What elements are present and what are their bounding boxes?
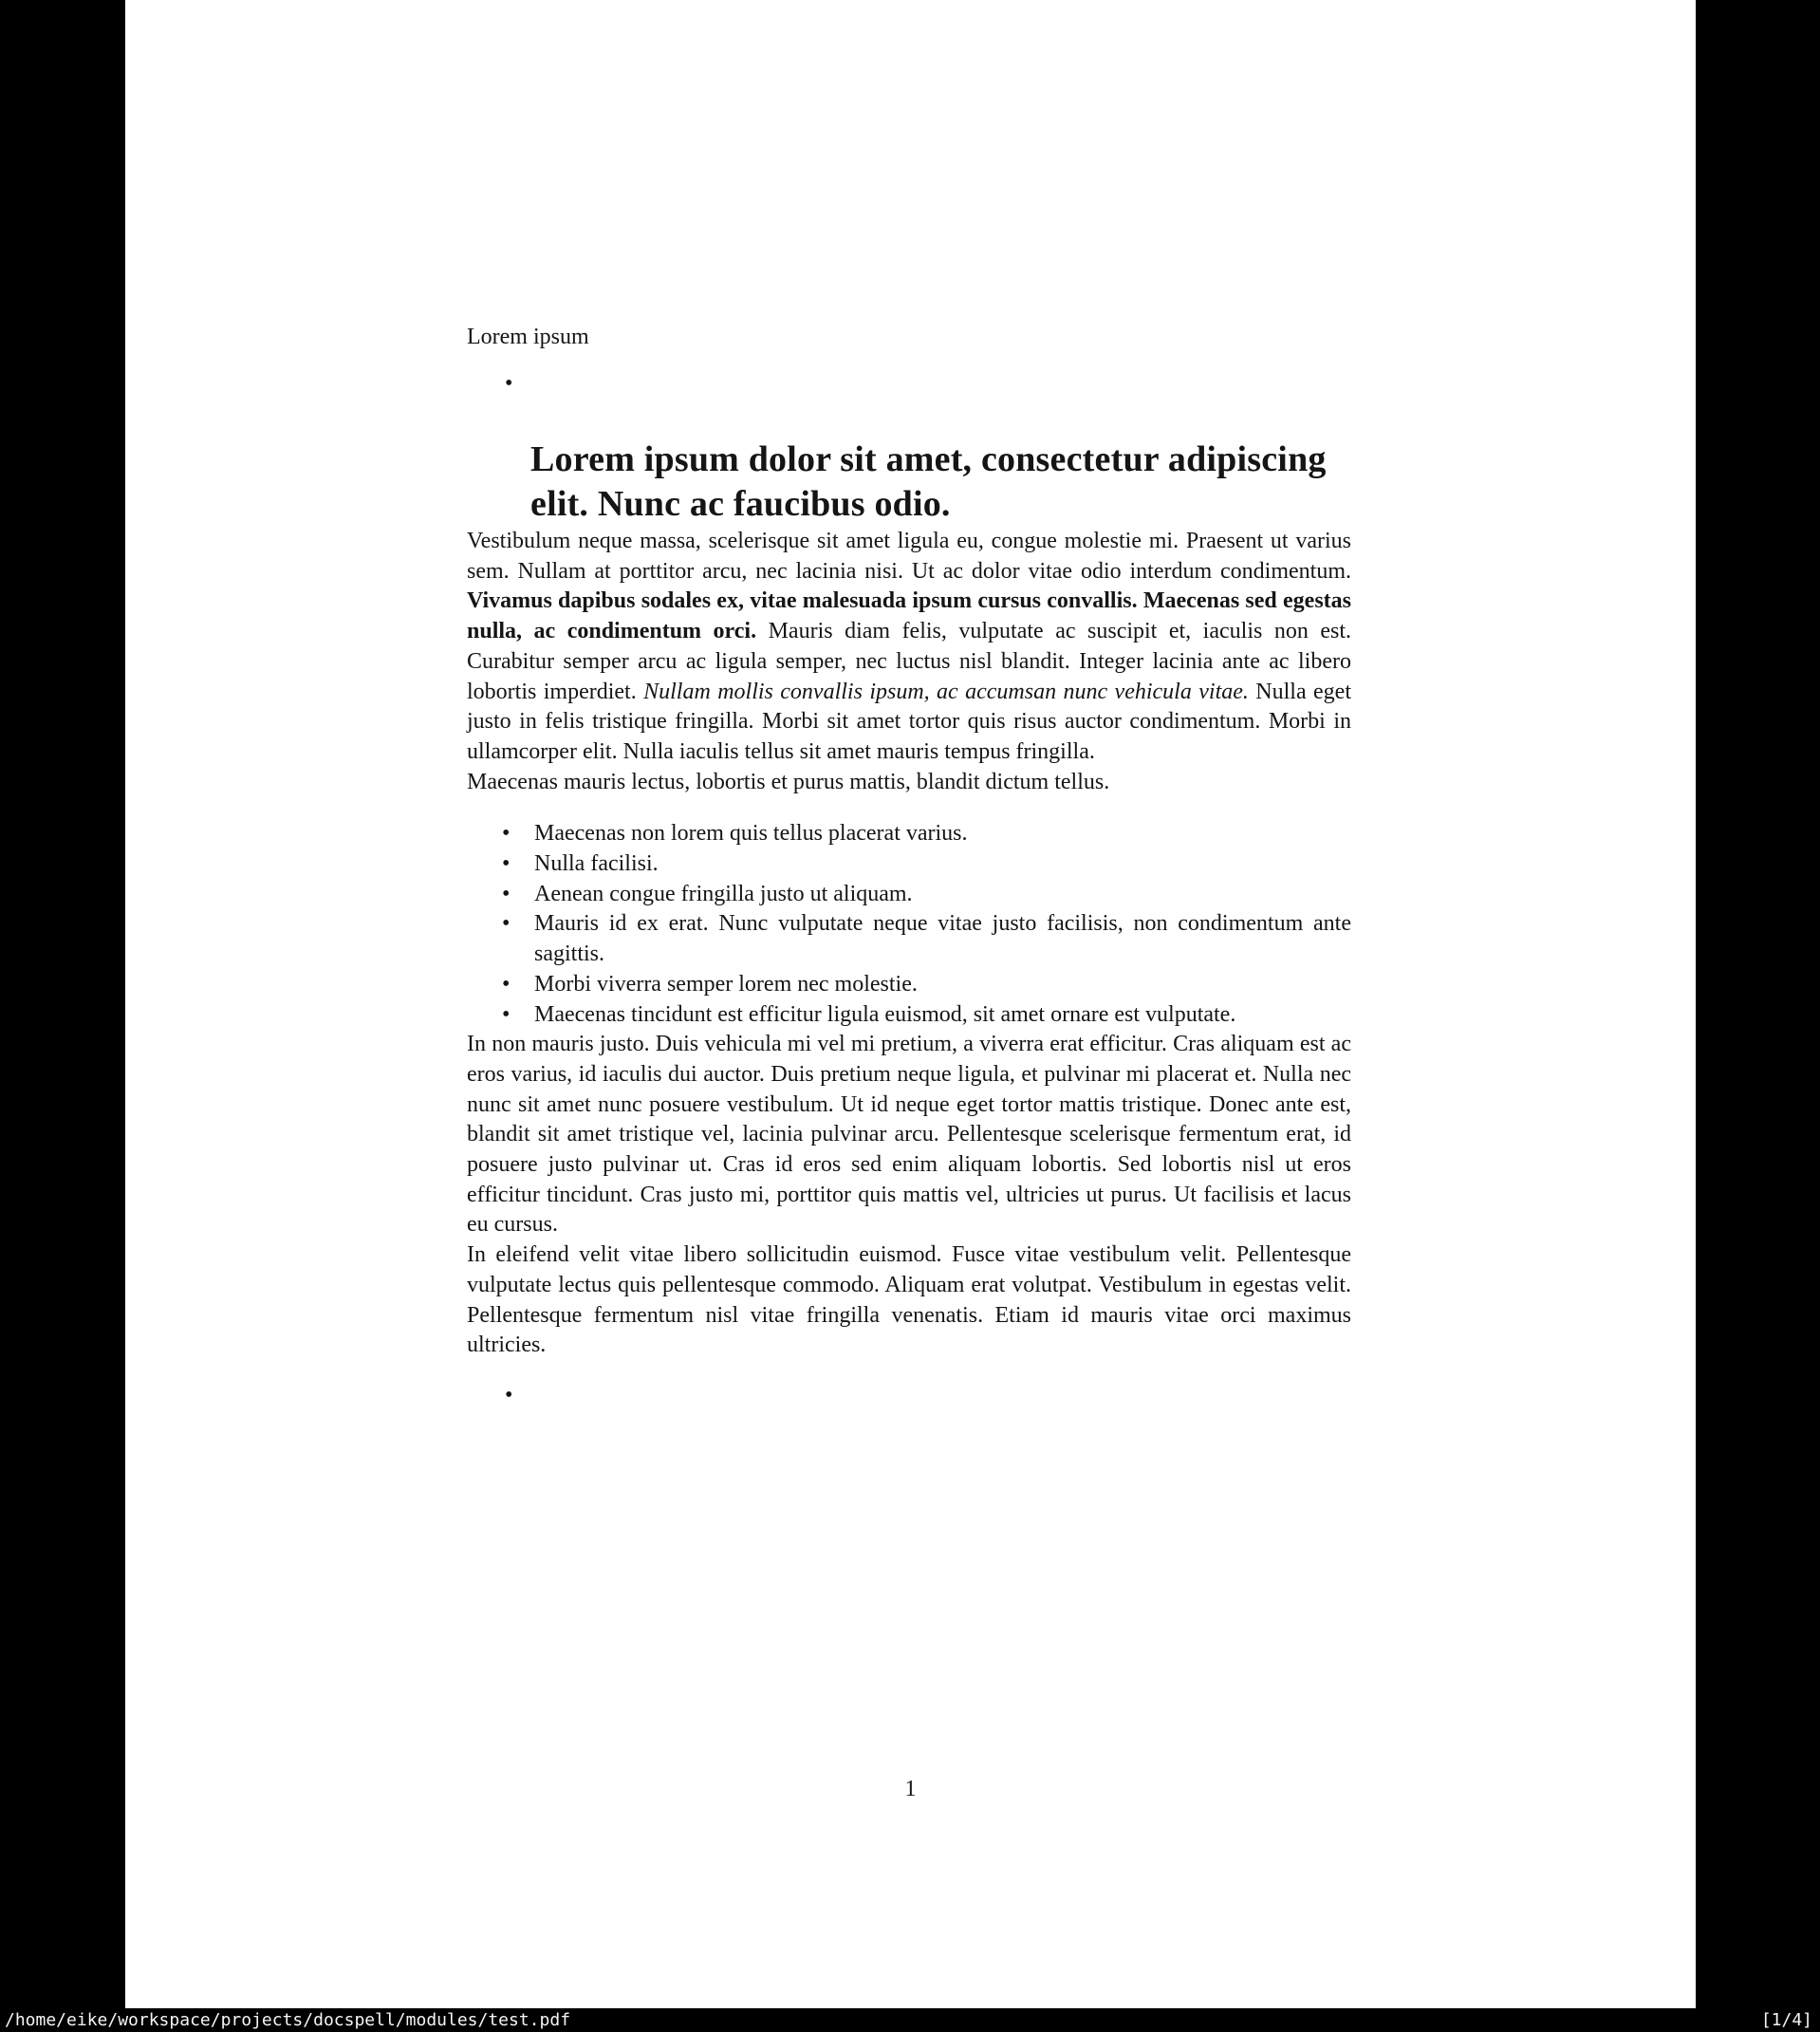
bullet-icon: • — [505, 371, 513, 396]
paragraph-1 — [467, 527, 1351, 768]
list-item-text: Maecenas tincidunt est efficitur ligula euismod, sit amet ornare est vulputate. — [534, 1001, 1236, 1027]
list-item — [467, 849, 1351, 880]
empty-list-item — [467, 1380, 1351, 1410]
list-item-text: Maecenas non lorem quis tellus placerat varius. — [534, 821, 968, 847]
bullet-icon: • — [502, 971, 511, 997]
bullet-icon: • — [502, 1001, 511, 1027]
paragraph-1-run: Mauris diam felis, vulputate ac suscipit et, iaculis non est. Curabitur semper arcu ac ligula semper, nec luctus nisl blandit. Integer lacinia ante ac libero lobortis imperdiet. — [467, 619, 1351, 704]
list-item-text: Nulla facilisi. — [534, 851, 659, 877]
page-number: 1 — [904, 1777, 917, 1801]
status-bar — [0, 2008, 1820, 2032]
list-item — [467, 1000, 1351, 1031]
list-item — [467, 880, 1351, 910]
paragraph-1-bold-run: Vivamus dapibus sodales ex, vitae malesuada ipsum cursus convallis. Maecenas sed egestas nulla, ac condimentum orci. — [467, 588, 1351, 644]
list-item — [467, 819, 1351, 849]
list-item — [467, 909, 1351, 969]
list-item — [467, 970, 1351, 1000]
bullet-icon: • — [502, 851, 511, 877]
paragraph-1-run: Vestibulum neque massa, scelerisque sit amet ligula eu, congue molestie mi. Praesent ut varius sem. Nullam at porttitor arcu, nec lacinia nisi. Ut ac dolor vitae odio interdum condimentum. — [467, 529, 1351, 584]
document-heading: Lorem ipsum dolor sit amet, consectetur adipiscing elit. Nunc ac faucibus odio. — [530, 439, 1327, 524]
intro-text: Lorem ipsum — [467, 325, 589, 349]
bullet-icon: • — [502, 911, 511, 937]
pdf-page[interactable] — [125, 0, 1696, 2008]
empty-list-item — [467, 368, 1351, 399]
list-item-text: Morbi viverra semper lorem nec molestie. — [534, 971, 918, 997]
bullet-list — [467, 819, 1351, 1030]
bullet-icon: • — [502, 881, 511, 906]
list-item-text: Aenean congue fringilla justo ut aliquam. — [534, 881, 913, 906]
bullet-icon: • — [505, 1382, 513, 1407]
page-indicator: [1/4] — [1760, 2010, 1812, 2030]
paragraph-4: In eleifend velit vitae libero sollicitudin euismod. Fusce vitae vestibulum velit. Pellentesque vulputate lectus quis pellentesque commodo. Aliquam erat volutpat. Vestibulum in egestas velit. Pellentesque fermentum nisl vitae fringilla venenatis. Etiam id mauris vitae orci maximus ultricies. — [467, 1242, 1351, 1358]
paragraph-1-italic-run: Nullam mollis convallis ipsum, ac accumsan nunc vehicula vitae. — [643, 679, 1256, 704]
paragraph-1-run: Nulla eget justo in felis tristique fringilla. Morbi sit amet tortor quis risus auctor condimentum. Morbi in ullamcorper elit. Nulla iaculis tellus sit amet mauris tempus fringilla. — [467, 679, 1351, 764]
text-column — [467, 0, 1351, 1410]
bullet-icon: • — [502, 821, 511, 847]
file-path: /home/eike/workspace/projects/docspell/modules/test.pdf — [5, 2010, 571, 2030]
list-item-text: Mauris id ex erat. Nunc vulputate neque vitae justo facilisis, non condimentum ante sagittis. — [534, 911, 1351, 967]
paragraph-3: In non mauris justo. Duis vehicula mi vel mi pretium, a viverra erat efficitur. Cras aliquam est ac eros varius, id iaculis dui auctor. Duis pretium neque ligula, et pulvinar mi placerat et. Nulla nec nunc sit amet nunc posuere vestibulum. Ut id neque eget tortor mattis tristique. Donec ante est, blandit sit amet tristique vel, lacinia pulvinar arcu. Pellentesque scelerisque fermentum erat, id posuere justo pulvinar ut. Cras id eros sed enim aliquam lobortis. Sed lobortis nisl ut eros efficitur tincidunt. Cras justo mi, porttitor quis mattis vel, ultricies ut purus. Ut facilisis et lacus eu cursus. — [467, 1032, 1351, 1238]
paragraph-2: Maecenas mauris lectus, lobortis et purus mattis, blandit dictum tellus. — [467, 769, 1110, 794]
